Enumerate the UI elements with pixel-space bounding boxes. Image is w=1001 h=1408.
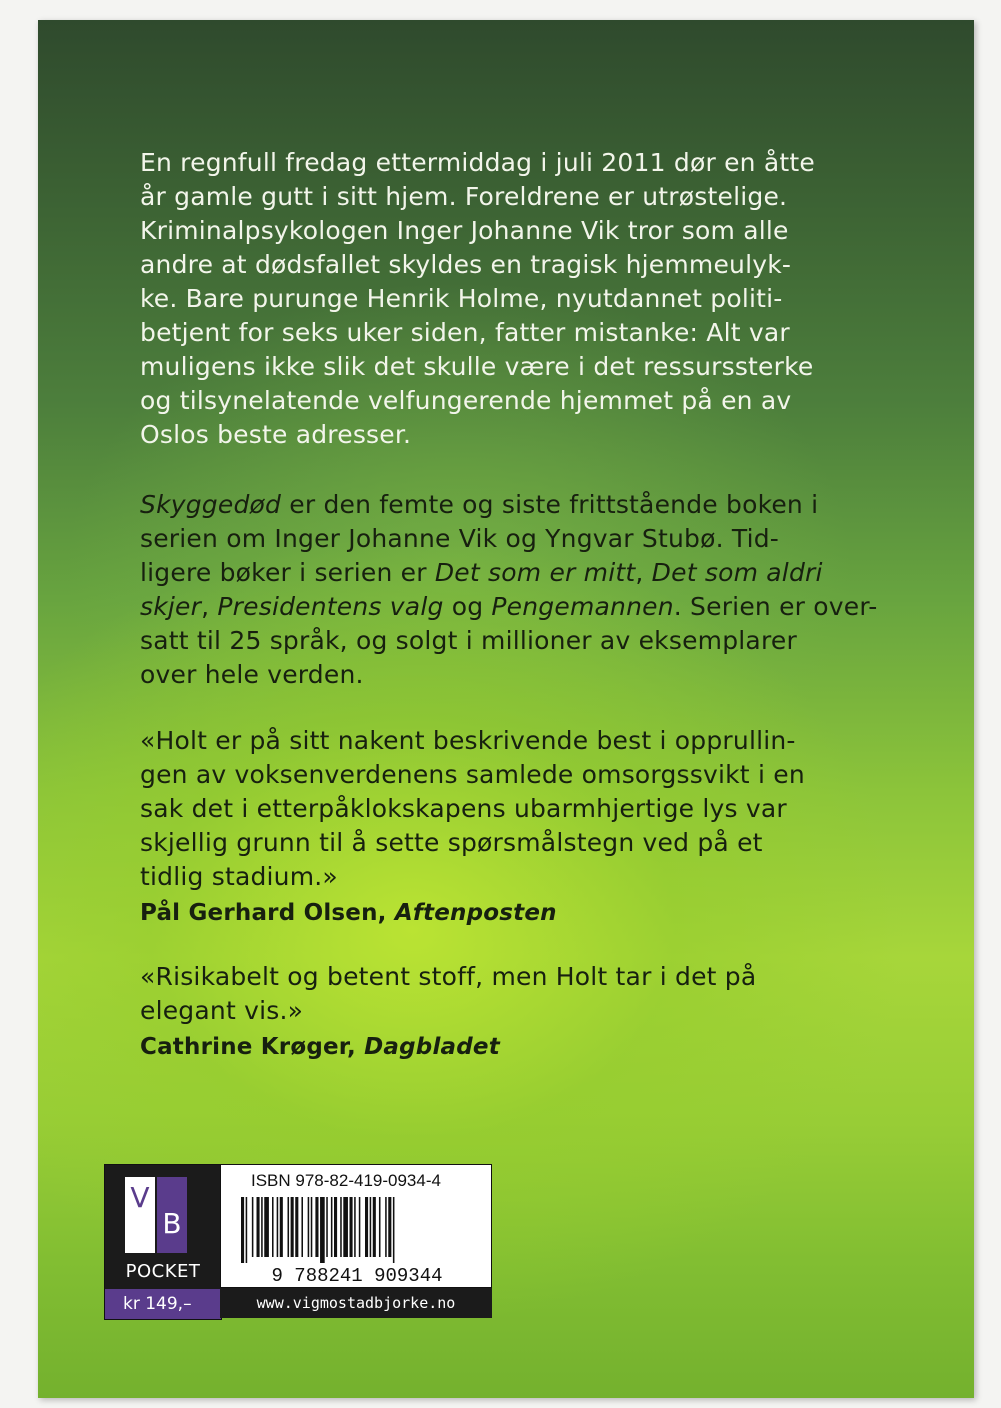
barcode-bar [373,1197,376,1257]
blurb-line: En regnfull fredag ettermiddag i juli 2011 dør en åtte [140,148,815,177]
barcode-bars [241,1197,394,1263]
series-label: POCKET [125,1261,201,1282]
barcode-bar [308,1197,310,1257]
quote-line: skjellig grunn til å sette spørsmålstegn ved på et [140,828,763,857]
quote-attribution [140,896,910,930]
barcode-bar [334,1197,337,1257]
barcode-bar [359,1197,361,1257]
blurb-line: Oslos beste adresser. [140,420,412,449]
blurb-line: muligens ikke slik det skulle være i det ressurssterke [140,352,814,381]
review-quote-1 [140,724,910,930]
barcode-bar [326,1197,328,1257]
series-book-title: Pengemannen [491,592,674,621]
blurb-paragraph-2 [140,488,910,692]
quote-line: «Risikabelt og betent stoff, men Holt tar i det på [140,962,757,991]
quote-line: «Holt er på sitt nakent beskrivende best i opprullin- [140,726,796,755]
text-fragment: og [443,592,492,621]
quote-line: tidlig stadium.» [140,862,338,891]
barcode-bar [365,1197,368,1257]
blurb-line: betjent for seks uker siden, fatter mistanke: Alt var [140,318,790,347]
barcode-bar [370,1197,372,1257]
publisher-website: www.vigmostadbjorke.no [220,1288,492,1318]
barcode-bar [320,1197,325,1263]
series-book-title: Presidentens valg [217,592,444,621]
barcode-bar [264,1197,269,1257]
blurb-line: ke. Bare purunge Henrik Holme, nyutdannet politi- [140,284,783,313]
blurb-line: Kriminalpsykologen Inger Johanne Vik tror som alle [140,216,789,245]
barcode-bar [252,1197,254,1257]
book-title: Skyggedød [140,490,282,519]
barcode-bar [291,1197,294,1257]
barcode-bar [301,1197,303,1257]
quote-attribution [140,1030,910,1064]
barcode-bar [272,1197,274,1257]
text-fragment: ligere bøker i serien er [140,558,435,587]
series-book-title: skjer [140,592,202,621]
barcode-bar [315,1197,318,1257]
barcode-bar [388,1197,391,1257]
barcode-bar [288,1197,290,1257]
vb-logo-icon [123,1175,189,1255]
barcode-bar [340,1197,342,1257]
blurb-line [140,556,910,590]
blurb-line: og tilsynelatende velfungerende hjemmet på en av [140,386,792,415]
quote-line: gen av voksenverdenens samlede omsorgssvikt i en [140,760,805,789]
barcode-bar [379,1197,381,1257]
barcode-bar [311,1197,313,1257]
text-fragment: er den femte og siste frittstående boken i [281,490,819,519]
price-label: kr 149,– [105,1289,221,1319]
blurb-paragraph-1 [140,146,910,452]
barcode-icon [235,1197,479,1283]
quote-source: Aftenposten [394,900,557,926]
text-fragment: , [635,558,652,587]
logo-letter-v: V [130,1181,150,1214]
barcode-bar [277,1197,279,1257]
logo-letter-b: B [162,1207,182,1240]
blurb-line: år gamle gutt i sitt hjem. Foreldrene er utrøstelige. [140,182,788,211]
barcode-bar [257,1197,260,1257]
book-back-cover [38,20,974,1398]
blurb-line: andre at dødsfallet skyldes en tragisk hjemmeulyk- [140,250,792,279]
barcode-bar [295,1197,298,1257]
blurb-line [140,488,910,522]
barcode-bar [261,1197,263,1257]
blurb-line [140,590,910,624]
blurb-line: over hele verden. [140,660,364,689]
quote-line: sak det i etterpåklokskapens ubarmhjertige lys var [140,794,787,823]
quote-line: elegant vis.» [140,996,304,1025]
isbn-barcode-box [220,1164,492,1288]
barcode-bar [354,1197,356,1257]
text-fragment: , [201,592,218,621]
blurb-line: satt til 25 språk, og solgt i millioner av eksemplarer [140,626,797,655]
blurb-line: serien om Inger Johanne Vik og Yngvar Stubø. Tid- [140,524,780,553]
barcode-bar [331,1197,333,1257]
barcode-digits: 9 788241 909344 [271,1265,443,1283]
barcode-bar [280,1197,283,1257]
quote-source: Dagbladet [364,1034,500,1060]
isbn-label: ISBN 978-82-419-0934-4 [251,1171,441,1190]
series-book-title: Det som er mitt [434,558,636,587]
barcode-bar [350,1197,353,1257]
publisher-logo-box [104,1164,222,1320]
barcode-bar [241,1197,244,1263]
series-book-title: Det som aldri [651,558,823,587]
barcode-bar [343,1197,348,1257]
barcode-bar [385,1197,387,1257]
barcode-bar [393,1197,395,1263]
review-quote-2 [140,960,910,1064]
text-fragment: . Serien er over- [673,592,878,621]
quote-author: Cathrine Krøger, [140,1034,365,1060]
quote-author: Pål Gerhard Olsen, [140,900,395,926]
barcode-bar [246,1197,248,1263]
